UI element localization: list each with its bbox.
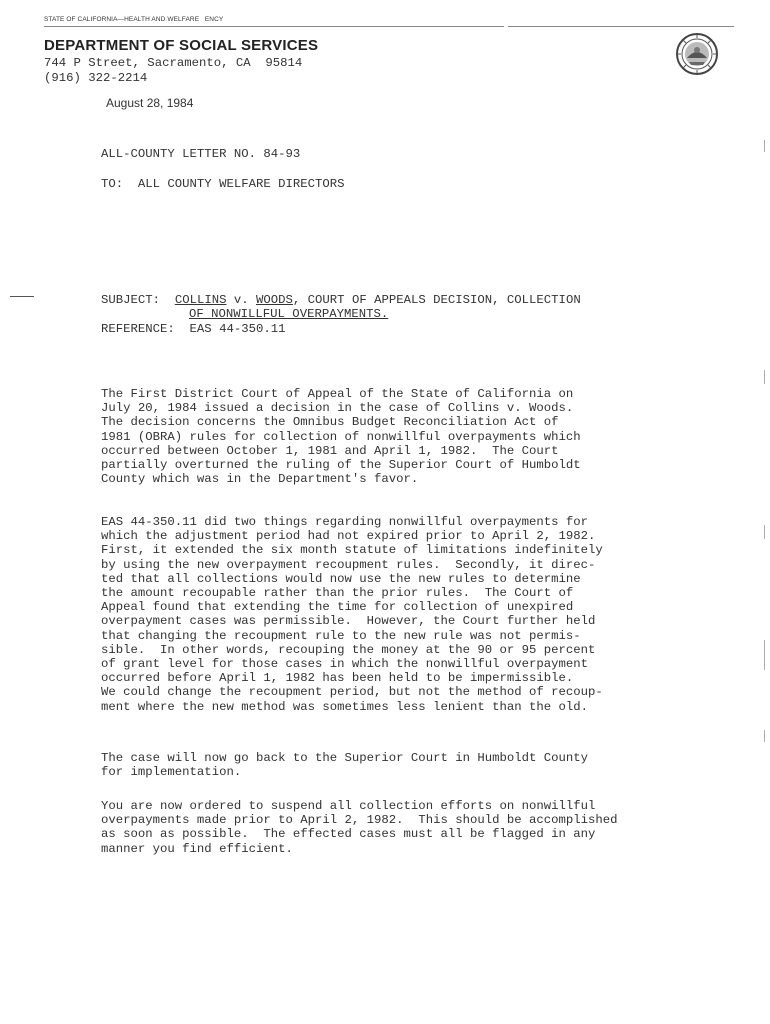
subject-case-collins: COLLINS (174, 293, 227, 307)
p4-line: as soon as possible. The effected cases must all be flagged in any (101, 827, 596, 842)
reference-line: REFERENCE: EAS 44-350.11 (101, 322, 286, 336)
p1-line: occurred between October 1, 1981 and April 1, 1982. The Court (101, 443, 559, 458)
department-name: DEPARTMENT OF SOCIAL SERVICES (44, 37, 319, 54)
p2-line: First, it extended the six month statute of limitations indefinitely (101, 543, 603, 558)
p2-line: sible. In other words, recouping the money at the 90 or 95 percent (101, 642, 596, 657)
p2-line: that changing the recoupment rule to the new rule was not permis- (101, 628, 581, 643)
p4-line: manner you find efficient. (101, 841, 293, 856)
p1-line: 1981 (OBRA) rules for collection of nonwillful overpayments which (101, 429, 581, 444)
letter-date: August 28, 1984 (106, 96, 194, 110)
p4-line: overpayments made prior to April 2, 1982. This should be accomplished (101, 813, 618, 828)
p1-line: The decision concerns the Omnibus Budget Reconciliation Act of (101, 415, 559, 430)
scan-mark (764, 640, 765, 670)
p2-line: occurred before April 1, 1982 has been held to be impermissible. (101, 671, 574, 686)
p2-line: which the adjustment period had not expired prior to April 2, 1982. (101, 529, 596, 544)
p1-line: partially overturned the ruling of the Superior Court of Humboldt (101, 458, 581, 473)
header-rule-left (44, 26, 504, 27)
paragraph-2 (101, 515, 741, 714)
margin-mark (10, 296, 34, 297)
subject-rest: , COURT OF APPEALS DECISION, COLLECTION (292, 293, 581, 307)
p2-line: EAS 44-350.11 did two things regarding nonwillful overpayments for (101, 515, 589, 529)
p2-line: the amount recoupable rather than the prior rules. The Court of (101, 586, 574, 601)
subject-v: v. (226, 293, 256, 307)
p2-line: of grant level for those cases in which the nonwillful overpayment (101, 657, 589, 672)
p4-line: You are now ordered to suspend all collection efforts on nonwillful (101, 799, 596, 813)
scan-mark (764, 730, 765, 742)
scan-mark (764, 525, 765, 539)
scan-mark (764, 140, 765, 152)
header-rule-right (508, 26, 734, 27)
state-seal-icon (675, 32, 719, 76)
p2-line: We could change the recoupment period, but not the method of recoup- (101, 685, 603, 700)
subject-label: SUBJECT: (101, 293, 161, 307)
subject-line (101, 293, 581, 307)
subject-case-woods: WOODS (256, 293, 293, 307)
department-address: 744 P Street, Sacramento, CA 95814 (44, 56, 303, 70)
paragraph-3 (101, 751, 741, 779)
scan-mark (764, 370, 765, 384)
p2-line: ment where the new method was sometimes less lenient than the old. (101, 699, 589, 714)
letter-recipient: TO: ALL COUNTY WELFARE DIRECTORS (101, 177, 345, 191)
p1-line: The First District Court of Appeal of the State of California on (101, 387, 574, 401)
p2-line: by using the new overpayment recoupment rules. Secondly, it direc- (101, 557, 596, 572)
subject-line-2: OF NONWILLFUL OVERPAYMENTS. (189, 307, 389, 321)
p1-line: County which was in the Department's favor. (101, 472, 419, 487)
agency-line: STATE OF CALIFORNIA—HEALTH AND WELFARE ENCY (44, 16, 224, 23)
letter-number: ALL-COUNTY LETTER NO. 84-93 (101, 147, 301, 161)
p3-line: for implementation. (101, 765, 242, 780)
p2-line: ted that all collections would now use the new rules to determine (101, 571, 581, 586)
department-phone: (916) 322-2214 (44, 71, 148, 85)
p2-line: Appeal found that extending the time for collection of unexpired (101, 600, 574, 615)
p1-line: July 20, 1984 issued a decision in the case of Collins v. Woods. (101, 401, 574, 416)
p2-line: overpayment cases was permissible. However, the Court further held (101, 614, 596, 629)
paragraph-1 (101, 387, 741, 486)
p3-line: The case will now go back to the Superior Court in Humboldt County (101, 751, 589, 765)
paragraph-4 (101, 799, 741, 856)
